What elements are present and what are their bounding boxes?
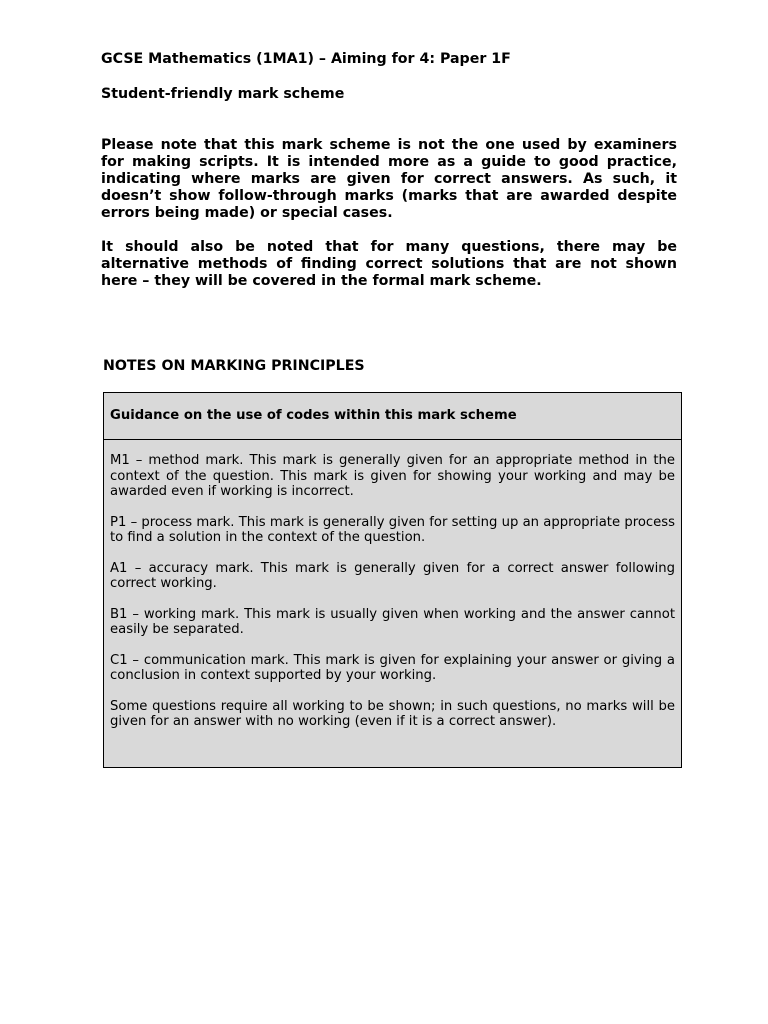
- code-item-b1: B1 – working mark. This mark is usually given when working and the answer cannot easily be separated.: [110, 606, 675, 637]
- document-subtitle: Student-friendly mark scheme: [101, 86, 345, 102]
- code-item-c1: C1 – communication mark. This mark is given for explaining your answer or giving a conclusion in context supported by your working.: [110, 652, 675, 683]
- guidance-table-header: Guidance on the use of codes within this mark scheme: [104, 393, 681, 440]
- code-item-p1: P1 – process mark. This mark is generally given for setting up an appropriate process to find a solution in the context of the question.: [110, 514, 675, 545]
- document-title: GCSE Mathematics (1MA1) – Aiming for 4: Paper 1F: [101, 51, 511, 67]
- code-item-working-note: Some questions require all working to be shown; in such questions, no marks will be given for an answer with no working (even if it is a correct answer).: [110, 698, 675, 729]
- intro-paragraph-1: Please note that this mark scheme is not the one used by examiners for making scripts. It is intended more as a guide to good practice, indicating where marks are given for correct answers. As such, it doesn’t show follow-through marks (marks that are awarded despite errors being made) or special cases.: [101, 137, 677, 221]
- code-item-m1: M1 – method mark. This mark is generally given for an appropriate method in the context of the question. This mark is given for showing your working and may be awarded even if working is incorrect.: [110, 453, 675, 499]
- section-heading: NOTES ON MARKING PRINCIPLES: [103, 358, 365, 374]
- code-item-a1: A1 – accuracy mark. This mark is generally given for a correct answer following correct working.: [110, 560, 675, 591]
- guidance-table-body: [104, 440, 681, 730]
- intro-paragraph-2: It should also be noted that for many questions, there may be alternative methods of finding correct solutions that are not shown here – they will be covered in the formal mark scheme.: [101, 239, 677, 289]
- guidance-table: [103, 392, 682, 768]
